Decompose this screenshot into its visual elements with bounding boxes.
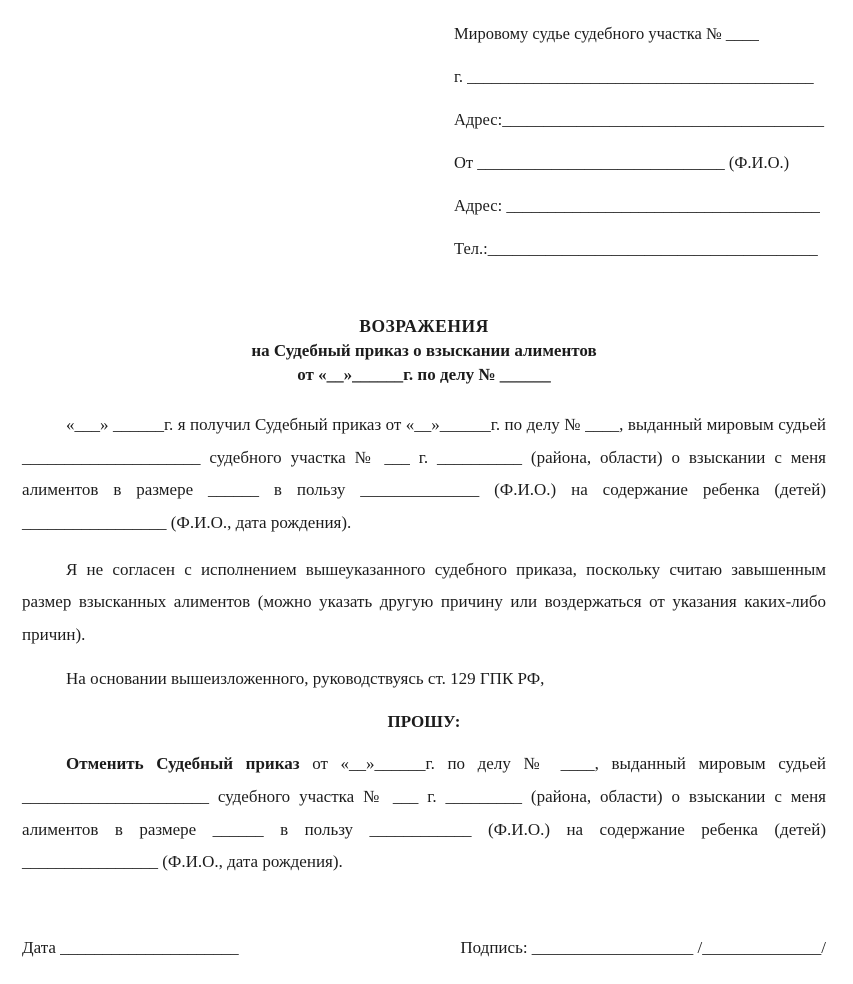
- document-title-block: [22, 314, 826, 387]
- court-header-block: [454, 12, 826, 270]
- signature-footer: [22, 936, 826, 960]
- request-heading: ПРОШУ:: [387, 712, 461, 732]
- request-bold-part: Отменить Судебный приказ: [66, 754, 300, 774]
- header-line-from: От ______________________________ (Ф.И.О.): [454, 153, 790, 172]
- request-rest-part: от «__»______г. по делу № ____, выданный мировым судьей ______________________ судебного участка № ___ г. _________ (района, области) о взыскании с меня алиментов в размере ______ в пользу ____________ (Ф.И.О.) на содержание ребенка (детей) ________________ (Ф.И.О., дата рождения).: [22, 754, 826, 872]
- document-case-line: от «__»______г. по делу № ______: [297, 364, 551, 384]
- header-line-phone: Тел.:________________________________________: [454, 239, 818, 258]
- paragraph-request: [22, 748, 826, 879]
- header-line-court: Мировому судье судебного участка № ____: [454, 24, 759, 43]
- paragraph-disagreement: Я не согласен с исполнением вышеуказанного судебного приказа, поскольку считаю завышенным размер взысканных алиментов (можно указать другую причину или воздержаться от указания каких-либо причин).: [22, 559, 826, 644]
- date-line: Дата _____________________: [22, 938, 239, 958]
- signature-line: Подпись: ___________________ /______________/: [460, 938, 826, 958]
- paragraph-legal-basis: На основании вышеизложенного, руководствуясь ст. 129 ГПК РФ,: [66, 669, 545, 689]
- header-line-city: г. __________________________________________: [454, 67, 814, 86]
- header-line-applicant-address: Адрес: ______________________________________: [454, 196, 820, 215]
- document-subtitle: на Судебный приказ о взыскании алиментов: [251, 340, 597, 360]
- header-line-court-address: Адрес:_______________________________________: [454, 110, 824, 129]
- document-title: ВОЗРАЖЕНИЯ: [359, 316, 489, 336]
- paragraph-received-order: «___» ______г. я получил Судебный приказ от «__»______г. по делу № ____, выданный мировым судьей _____________________ судебного участка № ___ г. __________ (района, области) о взыскании с меня алиментов в размере ______ в пользу ______________ (Ф.И.О.) на содержание ребенка (детей) _________________ (Ф.И.О., дата рождения).: [22, 415, 826, 532]
